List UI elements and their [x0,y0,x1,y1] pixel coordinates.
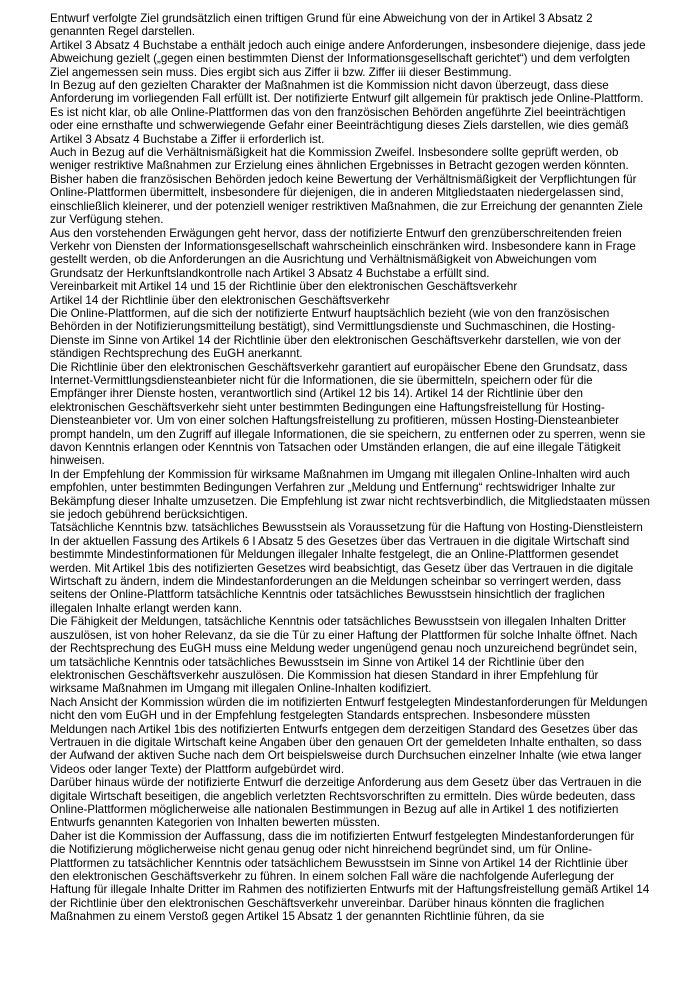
paragraph-10: In der Empfehlung der Kommission für wirksame Maßnahmen im Umgang mit illegalen Online-Inhalten wird auch empfohlen, unter bestimmten Bedingungen Verfahren zur „Meldung und Entfernung“ rechtswidriger Inhalte zur Bekämpfung dieser Inhalte umzusetzen. Die Empfehlung ist zwar nicht rechtsverbindlich, die Mitgliedstaaten müssen sie jedoch gebührend berücksichtigen. [50,467,650,522]
paragraph-12: In der aktuellen Fassung des Artikels 6 I Absatz 5 des Gesetzes über das Vertrauen in die digitale Wirtschaft sind bestimmte Mindestinformationen für Meldungen illegaler Inhalte festgelegt, die an Online-Plattformen gesendet werden. Mit Artikel 1bis des notifizierten Gesetzes wird beabsichtigt, das Gesetz über das Vertrauen in die digitale Wirtschaft zu ändern, indem die Mindestanforderungen an die Meldungen scheinbar so verringert werden, dass seitens der Online-Plattform tatsächliche Kenntnis oder tatsächliches Bewusstsein hinsichtlich der fraglichen illegalen Inhalte erlangt werden kann. [50,534,634,615]
section-heading: Vereinbarkeit mit Artikel 14 und 15 der Richtlinie über den elektronischen Geschäftsverkehr [50,280,518,294]
subsection-heading-2: Tatsächliche Kenntnis bzw. tatsächliches Bewusstsein als Voraussetzung für die Haftung von Hosting-Dienstleistern [50,521,643,535]
paragraph-9: Die Richtlinie über den elektronischen Geschäftsverkehr garantiert auf europäischer Ebene den Grundsatz, dass Internet-Vermittlungsdiensteanbieter nicht für die Informationen, die sie übermitteln, speichern oder für die Empfänger ihrer Dienste hosten, verantwortlich sind (Artikel 12 bis 14). Artikel 14 der Richtlinie über den elektronischen Geschäftsverkehr sieht unter bestimmten Bedingungen eine Haftungsfreistellung für Hosting-Diensteanbieter vor. Um von einer solchen Haftungsfreistellung zu profitieren, müssen Hosting-Diensteanbieter prompt handeln, um den Zugriff auf illegale Informationen, die sie speichern, zu entfernen oder zu sperren, wenn sie davon Kenntnis erlangen oder Kenntnis von Tatsachen oder Umständen erlangen, die auf eine illegale Tätigkeit hinweisen. [50,360,646,468]
paragraph-4: Auch in Bezug auf die Verhältnismäßigkeit hat die Kommission Zweifel. Insbesondere sollte geprüft werden, ob weniger restriktive Maßnahmen zur Erzielung eines ähnlichen Ergebnisses in Betracht gezogen werden könnten. Bisher haben die französischen Behörden jedoch keine Bewertung der Verhältnismäßigkeit der Verpflichtungen für Online-Plattformen übermittelt, insbesondere für diejenigen, die in anderen Mitgliedstaaten niedergelassen sind, einschließlich kleinerer, und der potenziell weniger restriktiven Maßnahmen, die zur Erreichung der genannten Ziele zur Verfügung stehen. [50,146,643,227]
document-page [50,12,650,924]
paragraph-2: Artikel 3 Absatz 4 Buchstabe a enthält jedoch auch einige andere Anforderungen, insbesondere diejenige, dass jede Abweichung gezielt („gegen einen bestimmten Dienst der Informationsgesellschaft gerichtet“) und dem verfolgten Ziel angemessen sein muss. Dies ergibt sich aus Ziffer ii bzw. Ziffer iii dieser Bestimmung. [50,38,646,79]
paragraph-3: In Bezug auf den gezielten Charakter der Maßnahmen ist die Kommission nicht davon überzeugt, dass diese Anforderung im vorliegenden Fall erfüllt ist. Der notifizierte Entwurf gilt allgemein für praktisch jede Online-Plattform. Es ist nicht klar, ob alle Online-Plattformen das von den französischen Behörden angeführte Ziel beeinträchtigen oder eine ernsthafte und schwerwiegende Gefahr einer Beeinträchtigung dieses Ziels darstellen, wie dies gemäß Artikel 3 Absatz 4 Buchstabe a Ziffer ii erforderlich ist. [50,79,644,146]
paragraph-5: Aus den vorstehenden Erwägungen geht hervor, dass der notifizierte Entwurf den grenzüberschreitenden freien Verkehr von Diensten der Informationsgesellschaft wahrscheinlich einschränken wird. Insbesondere kann in Frage gestellt werden, ob die Anforderungen an die Ausrichtung und Verhältnismäßigkeit von Abweichungen vom Grundsatz der Herkunftslandkontrolle nach Artikel 3 Absatz 4 Buchstabe a erfüllt sind. [50,226,636,280]
paragraph-14: Nach Ansicht der Kommission würden die im notifizierten Entwurf festgelegten Mindestanforderungen für Meldungen nicht den vom EuGH und in der Empfehlung festgelegten Standards entsprechen. Insbesondere müssten Meldungen nach Artikel 1bis des notifizierten Entwurfs entgegen dem derzeitigen Standard des Gesetzes über das Vertrauen in die digitale Wirtschaft keine Angaben über den genauen Ort der gemeldeten Inhalte enthalten, so dass der Aufwand der aktiven Suche nach dem Ort beispielsweise durch Durchsuchen einzelner Inhalte (wie etwa langer Videos oder langer Texte) der Plattform aufgebürdet wird. [50,695,648,776]
paragraph-13: Die Fähigkeit der Meldungen, tatsächliche Kenntnis oder tatsächliches Bewusstsein von illegalen Inhalten Dritter auszulösen, ist von hoher Relevanz, da sie die Tür zu einer Haftung der Plattformen für solche Inhalte öffnet. Nach der Rechtsprechung des EuGH muss eine Meldung weder ungenügend genau noch unzureichend begründet sein, um tatsächliche Kenntnis oder tatsächliches Bewusstsein im Sinne von Artikel 14 der Richtlinie über den elektronischen Geschäftsverkehr auszulösen. Die Kommission hat diesen Standard in ihrer Empfehlung für wirksame Maßnahmen im Umgang mit illegalen Online-Inhalten kodifiziert. [50,615,638,696]
paragraph-8: Die Online-Plattformen, auf die sich der notifizierte Entwurf hauptsächlich bezieht (wie von den französischen Behörden in der Notifizierungsmitteilung bestätigt), sind Vermittlungsdienste und Suchmaschinen, die Hosting-Dienste im Sinne von Artikel 14 der Richtlinie über den elektronischen Geschäftsverkehr darstellen, wie von der ständigen Rechtsprechung des EuGH anerkannt. [50,306,621,361]
subsection-heading: Artikel 14 der Richtlinie über den elektronischen Geschäftsverkehr [50,293,390,307]
paragraph-16: Daher ist die Kommission der Auffassung, dass die im notifizierten Entwurf festgelegten Mindestanforderungen für die Notifizierung möglicherweise nicht genau genug oder nicht hinreichend begründet sind, um für Online-Plattformen zu tatsächlicher Kenntnis oder tatsächlichem Bewusstsein im Sinne von Artikel 14 der Richtlinie über den elektronischen Geschäftsverkehr zu führen. In einem solchen Fall wäre die nachfolgende Auferlegung der Haftung für illegale Inhalte Dritter im Rahmen des notifizierten Entwurfs mit der Haftungsfreistellung gemäß Artikel 14 der Richtlinie über den elektronischen Geschäftsverkehr unvereinbar. Darüber hinaus könnten die fraglichen Maßnahmen zu einem Verstoß gegen Artikel 15 Absatz 1 der genannten Richtlinie führen, da sie [50,829,650,924]
paragraph-15: Darüber hinaus würde der notifizierte Entwurf die derzeitige Anforderung aus dem Gesetz über das Vertrauen in die digitale Wirtschaft beseitigen, die angeblich verletzten Rechtsvorschriften zu ermitteln. Dies würde bedeuten, dass Online-Plattformen möglicherweise alle nationalen Bestimmungen in Bezug auf alle in Artikel 1 des notifizierten Entwurfs genannten Kategorien von Inhalten bewerten müssten. [50,776,642,830]
paragraph-1: Entwurf verfolgte Ziel grundsätzlich einen triftigen Grund für eine Abweichung von der in Artikel 3 Absatz 2 genannten Regel darstellen. [50,12,593,39]
